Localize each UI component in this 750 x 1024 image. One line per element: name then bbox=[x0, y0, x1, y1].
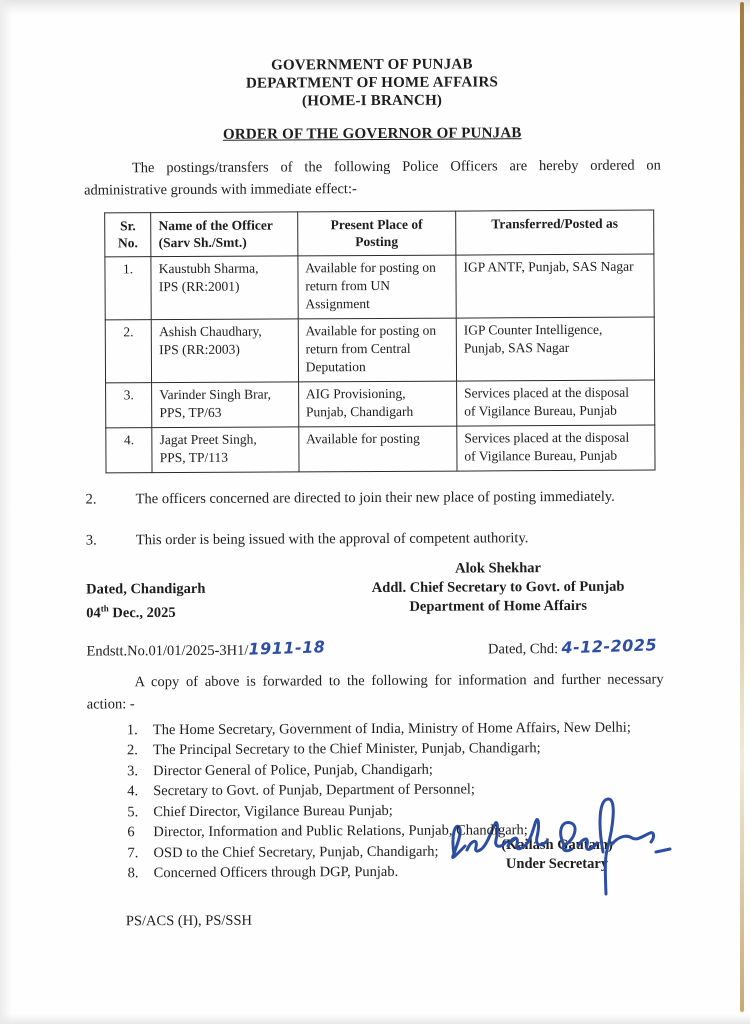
endorsement-date-handwritten: 4-12-2025 bbox=[561, 635, 658, 658]
cell-transferred: IGP Counter Intelligence, Punjab, SAS Nagar bbox=[456, 317, 654, 381]
ps-footer: PS/ACS (H), PS/SSH bbox=[125, 912, 253, 930]
column-header-transferred: Transferred/Posted as bbox=[456, 210, 654, 255]
dateline bbox=[86, 580, 205, 623]
cell-transferred: Services placed at the disposal of Vigilance Bureau, Punjab bbox=[457, 380, 655, 426]
list-item: 4. Secretary to Govt. of Punjab, Department of Personnel; bbox=[127, 781, 475, 800]
endorsement-number bbox=[86, 639, 325, 660]
endorsement-date-label: Dated, Chd: bbox=[487, 640, 559, 658]
signatory-name: Alok Shekhar bbox=[455, 560, 541, 577]
intro-paragraph: The postings/transfers of the following Police Officers are hereby ordered on administrative grounds with immediate effect:- bbox=[84, 157, 661, 199]
column-header-present-place: Present Place of Posting bbox=[297, 211, 455, 256]
header-department: DEPARTMENT OF HOME AFFAIRS bbox=[245, 74, 499, 92]
list-item: 8. Concerned Officers through DGP, Punjab. bbox=[127, 864, 399, 882]
list-item: 5. Chief Director, Vigilance Bureau Punjab; bbox=[127, 802, 393, 821]
cell-transferred: Services placed at the disposal of Vigilance Bureau, Punjab bbox=[457, 425, 655, 471]
signatory-row bbox=[86, 558, 663, 623]
column-header-sr-no: Sr. No. bbox=[105, 213, 152, 257]
list-item: 6 Director, Information and Public Relations, Punjab, Chandigarh; bbox=[127, 822, 528, 841]
cell-sr-no: 1. bbox=[105, 257, 152, 320]
signatory-title-1: Addl. Chief Secretary to Govt. of Punjab bbox=[371, 578, 625, 597]
endorsement-row bbox=[86, 637, 663, 660]
dateline-date: 04th Dec., 2025 bbox=[86, 603, 176, 622]
cell-officer-name: Jagat Preet Singh, PPS, TP/113 bbox=[152, 427, 299, 473]
paragraph-number: 3. bbox=[85, 532, 97, 549]
signatory-title-2: Department of Home Affairs bbox=[409, 597, 588, 615]
list-item: 7. OSD to the Chief Secretary, Punjab, Chandigarh; bbox=[127, 843, 439, 862]
scan-edge-bottom bbox=[0, 1014, 750, 1024]
scan-edge-top bbox=[0, 0, 750, 16]
list-item: 1. The Home Secretary, Government of India, Ministry of Home Affairs, New Delhi; bbox=[126, 719, 631, 739]
column-header-officer-name: Name of the Officer (Sarv Sh./Smt.) bbox=[151, 212, 298, 257]
list-item: 3. Director General of Police, Punjab, Chandigarh; bbox=[127, 761, 433, 780]
paragraph-number: 2. bbox=[85, 491, 97, 508]
table-header-row bbox=[105, 210, 654, 257]
cell-officer-name: Varinder Singh Brar, PPS, TP/63 bbox=[152, 382, 299, 428]
header-branch: (HOME-I BRANCH) bbox=[301, 92, 443, 110]
table-row bbox=[106, 380, 655, 428]
cell-officer-name: Kaustubh Sharma, IPS (RR:2001) bbox=[151, 256, 298, 320]
signatory-block bbox=[333, 558, 663, 622]
recipients-list bbox=[87, 717, 665, 884]
cell-officer-name: Ashish Chaudhary, IPS (RR:2003) bbox=[152, 319, 299, 383]
cell-present-place: Available for posting on return from Central Deputation bbox=[298, 318, 457, 382]
paragraph-text: The officers concerned are directed to join their new place of posting immediately. bbox=[135, 488, 615, 508]
cell-present-place: Available for posting on return from UN Assignment bbox=[298, 255, 457, 319]
endorsement-number-handwritten: 1911-18 bbox=[248, 637, 326, 659]
list-item: 2. The Principal Secretary to the Chief Minister, Punjab, Chandigarh; bbox=[126, 740, 541, 759]
cell-present-place: Available for posting bbox=[299, 426, 457, 472]
document-header bbox=[83, 55, 660, 112]
under-secretary-title: Under Secretary bbox=[505, 856, 609, 872]
postings-table bbox=[104, 210, 655, 474]
paragraph-2 bbox=[86, 485, 663, 511]
cell-sr-no: 4. bbox=[106, 428, 153, 473]
endorsement-date bbox=[488, 637, 664, 658]
copy-paragraph: A copy of above is forwarded to the following for information and further necessary action: - bbox=[86, 671, 664, 713]
table-row bbox=[106, 425, 655, 473]
scan-edge-left bbox=[0, 0, 12, 1024]
cell-transferred: IGP ANTF, Punjab, SAS Nagar bbox=[456, 254, 654, 318]
cell-sr-no: 3. bbox=[106, 383, 153, 428]
cell-present-place: AIG Provisioning, Punjab, Chandigarh bbox=[298, 381, 456, 427]
dateline-place: Dated, Chandigarh bbox=[86, 580, 206, 598]
paragraph-text: This order is being issued with the approval of competent authority. bbox=[135, 530, 529, 549]
cell-sr-no: 2. bbox=[105, 320, 152, 383]
paragraph-3 bbox=[86, 526, 663, 552]
endorsement-number-printed: Endstt.No.01/01/2025-3H1/ bbox=[86, 642, 249, 660]
table-row bbox=[105, 254, 654, 320]
table-row bbox=[105, 317, 654, 383]
header-government: GOVERNMENT OF PUNJAB bbox=[271, 56, 473, 74]
scan-edge-right-line bbox=[740, 2, 744, 1012]
order-title: ORDER OF THE GOVERNOR OF PUNJAB bbox=[222, 125, 522, 143]
under-secretary-name: (Kailash Gautam) bbox=[501, 837, 613, 853]
